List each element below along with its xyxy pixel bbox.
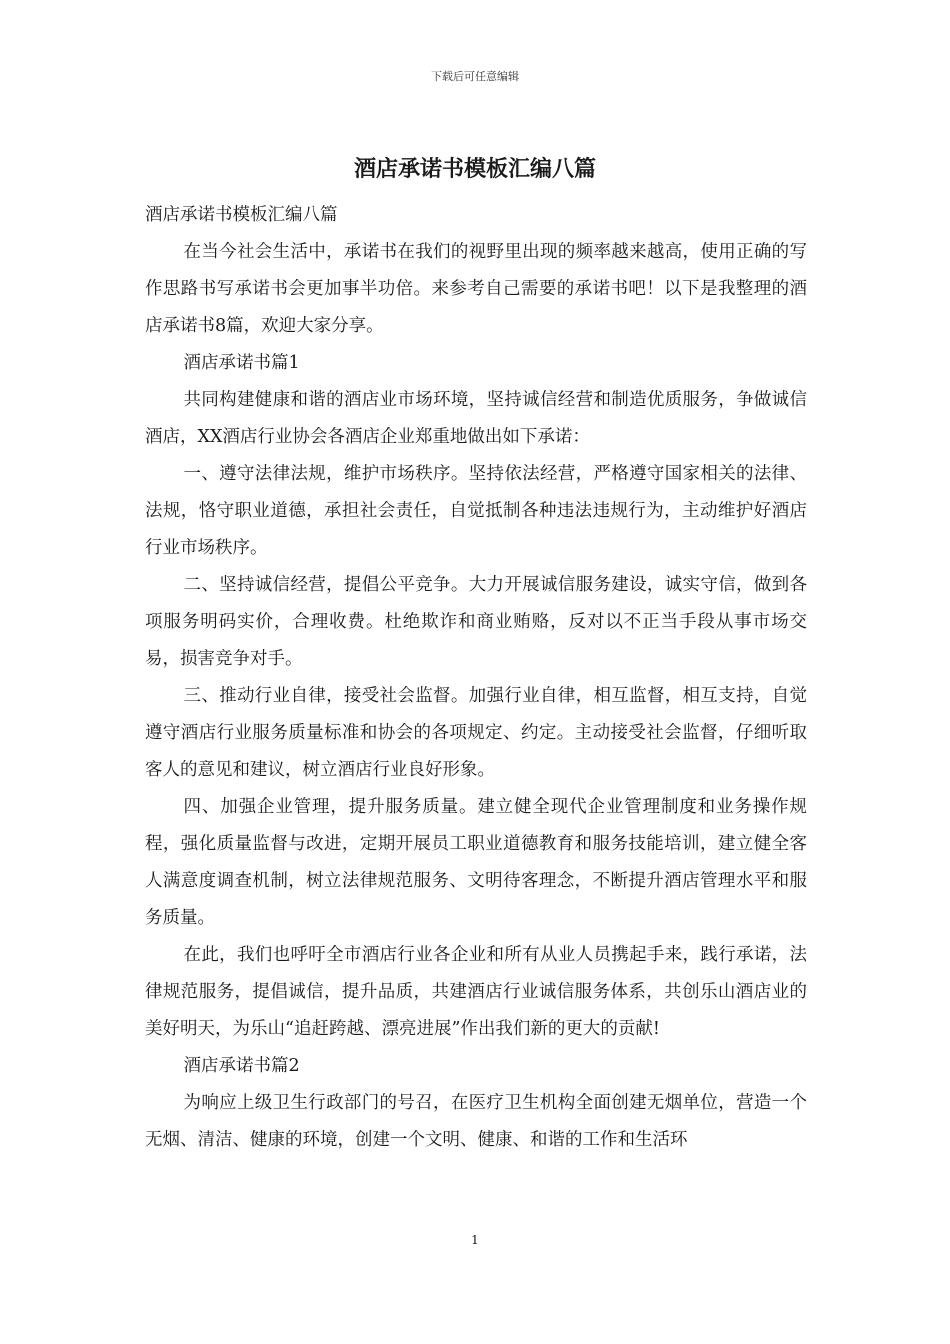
body-paragraph: 四、加强企业管理，提升服务质量。建立健全现代企业管理制度和业务操作规程，强化质量监督与改进，定期开展员工职业道德教育和服务技能培训，建立健全客人满意度调查机制，树立法律规范服务、文明待客理念，不断提升酒店管理水平和服务质量。 (145, 797, 807, 928)
document-body (145, 197, 807, 1159)
page-number: 1 (471, 1233, 479, 1247)
section-heading-2: 酒店承诺书篇2 (183, 1056, 300, 1076)
section-heading-1: 酒店承诺书篇1 (183, 353, 300, 373)
header-note: 下载后可任意编辑 (431, 70, 519, 83)
document-title: 酒店承诺书模板汇编八篇 (353, 156, 596, 182)
body-paragraph: 为响应上级卫生行政部门的号召，在医疗卫生机构全面创建无烟单位，营造一个无烟、清洁、健康的环境，创建一个文明、健康、和谐的工作和生活环 (145, 1093, 807, 1150)
body-paragraph: 三、推动行业自律，接受社会监督。加强行业自律，相互监督，相互支持，自觉遵守酒店行业服务质量标准和协会的各项规定、约定。主动接受社会监督，仔细听取客人的意见和建议，树立酒店行业良好形象。 (145, 686, 807, 780)
intro-paragraph: 在当今社会生活中，承诺书在我们的视野里出现的频率越来越高，使用正确的写作思路书写承诺书会更加事半功倍。来参考自己需要的承诺书吧！以下是我整理的酒店承诺书8篇，欢迎大家分享。 (145, 242, 807, 336)
body-paragraph: 在此，我们也呼吁全市酒店行业各企业和所有从业人员携起手来，践行承诺，法律规范服务，提倡诚信，提升品质，共建酒店行业诚信服务体系，共创乐山酒店业的美好明天，为乐山“追赶跨越、漂亮进展”作出我们新的更大的贡献! (145, 945, 807, 1039)
body-paragraph: 共同构建健康和谐的酒店业市场环境，坚持诚信经营和制造优质服务，争做诚信酒店，XX酒店行业协会各酒店企业郑重地做出如下承诺： (145, 390, 807, 447)
subtitle-line: 酒店承诺书模板汇编八篇 (145, 205, 338, 225)
body-paragraph: 一、遵守法律法规，维护市场秩序。坚持依法经营，严格遵守国家相关的法律、法规，恪守职业道德，承担社会责任，自觉抵制各种违法违规行为，主动维护好酒店行业市场秩序。 (145, 464, 807, 558)
body-paragraph: 二、坚持诚信经营，提倡公平竞争。大力开展诚信服务建设，诚实守信，做到各项服务明码实价，合理收费。杜绝欺诈和商业贿赂，反对以不正当手段从事市场交易，损害竞争对手。 (145, 575, 807, 669)
